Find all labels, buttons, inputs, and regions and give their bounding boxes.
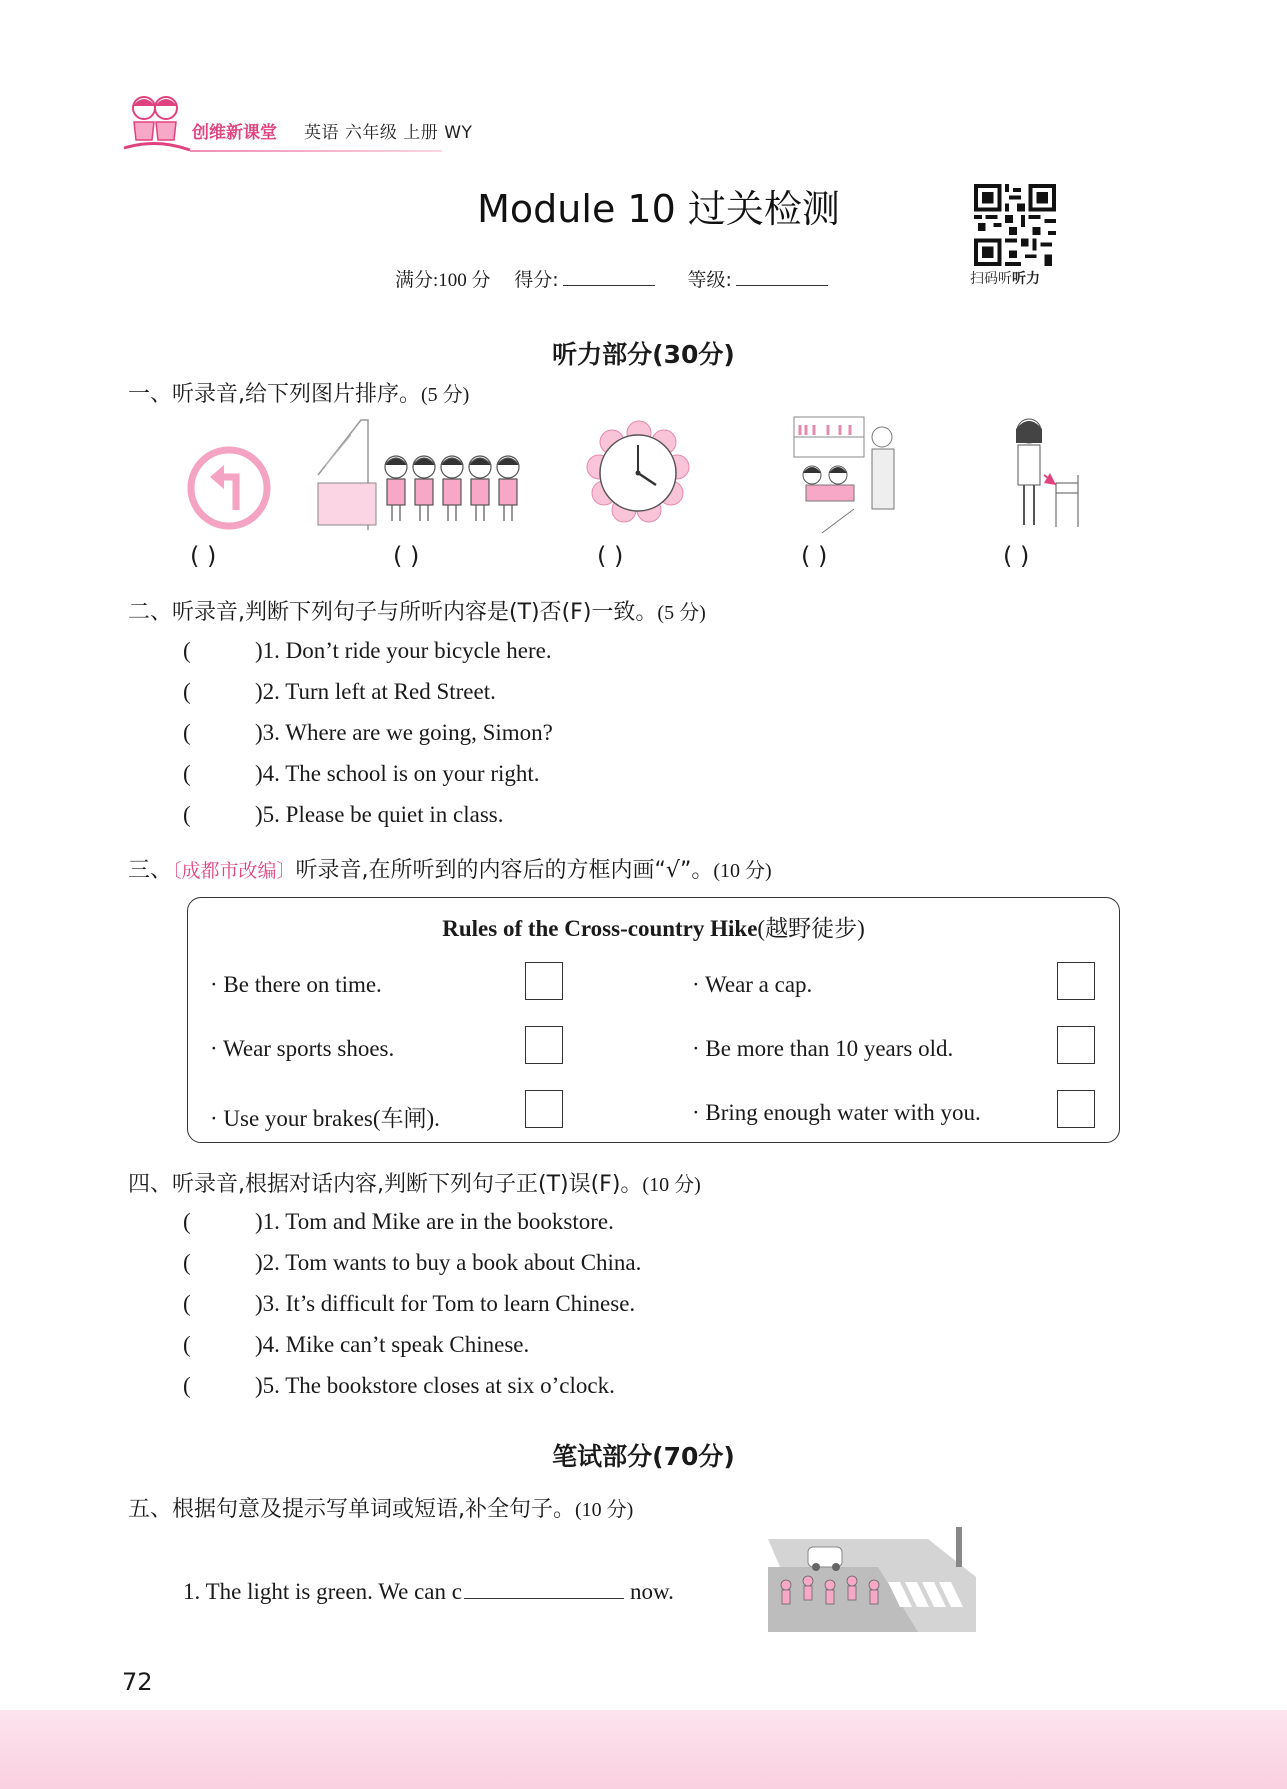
answer-bracket: ( [183,1332,191,1357]
q1-answer-blank-4[interactable]: ( ) [801,542,828,570]
score-label: 得分: [514,269,559,291]
q4-item-3[interactable]: ( )3. It’s difficult for Tom to learn Chinese. [183,1291,636,1316]
qr-caption-bold: 听力 [1012,271,1040,287]
rule-left-3: · Use your brakes(车闸). [210,1106,440,1131]
q4-item-2[interactable]: ( )2. Tom wants to buy a book about China. [183,1250,642,1275]
q4-heading [128,1167,701,1198]
checkbox-left-1[interactable] [525,962,563,1000]
turn-left-sign-icon [186,415,276,535]
q2-item-text: 5. Please be quiet in class. [262,802,504,827]
answer-bracket: ( [183,638,191,663]
q5-item-1-start: 1. The light is green. We can c [183,1579,462,1604]
q5-item-1-answer-blank[interactable] [464,1576,624,1599]
q4-item-text: 1. Tom and Mike are in the bookstore. [262,1209,614,1234]
q3-heading-text: 听录音,在所听到的内容后的方框内画“√”。 [295,858,714,883]
answer-bracket: ( [183,1373,191,1398]
q1-answer-blank-3[interactable]: ( ) [597,542,624,570]
q2-heading [128,595,706,626]
checkbox-left-3[interactable] [525,1090,563,1128]
q4-points: (10 分) [642,1174,701,1196]
q4-item-text: 4. Mike can’t speak Chinese. [262,1332,530,1357]
q4-item-5[interactable]: ( )5. The bookstore closes at six o’clock. [183,1373,615,1398]
rule-left-1: · Be there on time. [210,972,382,997]
clock-icon [584,415,694,535]
rules-title-cn: (越野徒步) [757,916,865,941]
kids-logo-icon [122,88,192,156]
rule-right-1: · Wear a cap. [692,972,813,997]
full-marks: 满分:100 分 [395,270,491,291]
q5-item-1-end: now. [629,1579,674,1604]
answer-bracket: ( [183,802,191,827]
q2-item-text: 3. Where are we going, Simon? [262,720,553,745]
q4-item-text: 3. It’s difficult for Tom to learn Chinese. [262,1291,636,1316]
q1-answer-blank-1[interactable]: ( ) [190,542,217,570]
zebra-crossing-icon [768,1527,976,1632]
q1-heading-text: 一、听录音,给下列图片排序。 [128,382,421,407]
children-queue-icon [316,415,538,535]
q3-source-tag: 〔成都市改编〕 [172,860,296,882]
checkbox-right-3[interactable] [1057,1090,1095,1128]
q2-item-3[interactable]: ( )3. Where are we going, Simon? [183,720,553,745]
q4-item-text: 5. The bookstore closes at six o’clock. [262,1373,615,1398]
qr-caption-prefix: 扫码听 [970,271,1012,287]
writing-section-heading: 笔试部分(70分) [552,1442,735,1471]
q3-points: (10 分) [713,860,772,882]
qr-caption [970,268,1040,288]
listening-section-heading: 听力部分(30分) [552,340,735,369]
q2-item-2[interactable]: ( )2. Turn left at Red Street. [183,679,496,704]
answer-bracket: ( [183,1291,191,1316]
q1-answer-blank-2[interactable]: ( ) [393,542,420,570]
q1-points: (5 分) [421,384,470,406]
q2-points: (5 分) [657,602,706,624]
q1-heading [128,377,469,408]
q5-heading-text: 五、根据句意及提示写单词或短语,补全句子。 [128,1497,575,1522]
score-blank[interactable] [563,267,655,286]
q5-points: (10 分) [575,1499,634,1521]
answer-bracket: ( [183,1250,191,1275]
checkbox-right-2[interactable] [1057,1026,1095,1064]
grade-label: 等级: [687,269,732,291]
qr-code-icon[interactable] [974,184,1056,266]
subject-info: 英语 六年级 上册 WY [304,123,473,143]
page-number: 72 [122,1668,153,1696]
rule-right-2: · Be more than 10 years old. [692,1036,954,1061]
footer-band [0,1710,1287,1789]
q2-item-text: 4. The school is on your right. [262,761,540,786]
checkbox-right-1[interactable] [1057,962,1095,1000]
checkbox-left-2[interactable] [525,1026,563,1064]
girl-chair-icon [1004,415,1084,535]
brand-name: 创维新课堂 [192,123,277,143]
answer-bracket: ( [183,720,191,745]
q4-heading-text: 四、听录音,根据对话内容,判断下列句子正(T)误(F)。 [128,1172,643,1197]
header-divider [190,150,442,152]
q2-item-1[interactable]: ( )1. Don’t ride your bicycle here. [183,638,552,663]
bookstore-icon [792,415,902,535]
q1-answer-blank-5[interactable]: ( ) [1003,542,1030,570]
rule-right-3: · Bring enough water with you. [692,1100,981,1125]
q2-item-text: 1. Don’t ride your bicycle here. [262,638,552,663]
grade-blank[interactable] [736,267,828,286]
answer-bracket: ( [183,761,191,786]
q4-item-1[interactable]: ( )1. Tom and Mike are in the bookstore. [183,1209,614,1234]
q2-heading-text: 二、听录音,判断下列句子与所听内容是(T)否(F)一致。 [128,600,658,625]
rule-left-2: · Wear sports shoes. [210,1036,395,1061]
answer-bracket: ( [183,1209,191,1234]
answer-bracket: ( [183,679,191,704]
q2-item-4[interactable]: ( )4. The school is on your right. [183,761,540,786]
score-line [395,265,856,292]
q5-item-1 [183,1576,674,1605]
rules-title-en: Rules of the Cross-country Hike [442,916,758,941]
q4-item-4[interactable]: ( )4. Mike can’t speak Chinese. [183,1332,530,1357]
q3-heading: 三、〔成都市改编〕听录音,在所听到的内容后的方框内画“√”。(10 分) [128,858,772,883]
q5-heading [128,1492,633,1523]
q2-item-5[interactable]: ( )5. Please be quiet in class. [183,802,504,827]
page-title: Module 10 过关检测 [477,187,840,231]
rules-title [187,910,1120,943]
q4-item-text: 2. Tom wants to buy a book about China. [262,1250,642,1275]
q2-item-text: 2. Turn left at Red Street. [262,679,496,704]
